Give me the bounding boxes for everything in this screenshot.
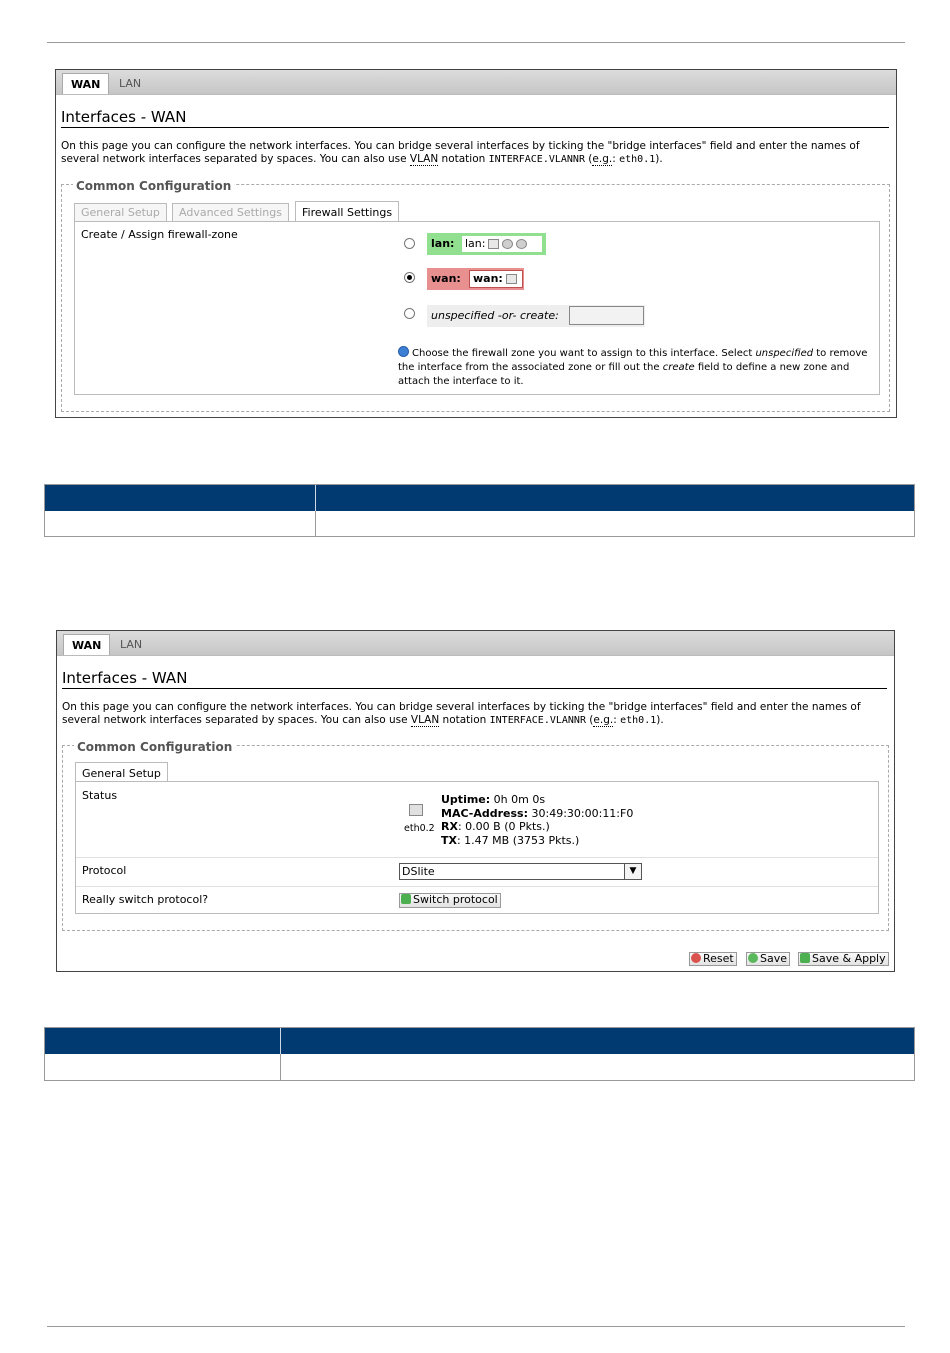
fieldset-legend: Common Configuration xyxy=(73,179,234,193)
row-divider xyxy=(76,857,878,858)
desc-text: notation xyxy=(438,153,489,165)
status-details xyxy=(441,793,633,847)
code-interface-vlannr: INTERFACE.VLANNR xyxy=(489,715,586,726)
tx-line xyxy=(441,834,633,848)
rx-value: : 0.00 B (0 Pkts.) xyxy=(457,820,550,833)
code-eth: eth0.1 xyxy=(619,154,656,165)
rx-line xyxy=(441,820,633,834)
page-description xyxy=(61,140,891,166)
ethernet-icon xyxy=(506,274,517,284)
table-cell xyxy=(316,511,914,537)
common-configuration-fieldset xyxy=(61,179,890,412)
table-cell xyxy=(45,511,316,537)
bottom-rule xyxy=(47,1326,905,1327)
zone-wan-network-text: wan: xyxy=(473,272,503,285)
info-icon xyxy=(398,346,409,357)
desc-text: ). xyxy=(655,153,663,165)
screenshot-general-setup xyxy=(56,630,895,972)
zone-wan-name: wan: xyxy=(431,272,461,285)
zone-unspecified-radio[interactable] xyxy=(404,308,415,319)
desc-text: ( xyxy=(585,714,594,726)
header-divider xyxy=(280,1028,281,1054)
apply-icon xyxy=(401,894,411,904)
status-label: Status xyxy=(82,789,118,802)
save-button-label: Save xyxy=(760,952,788,965)
tx-label: TX xyxy=(441,833,457,847)
desc-text: On this page you can configure the network interfaces. You can bridge several interfaces by ticking the "bridge interfaces" field and enter the names of several network interfaces separated by spaces. You can also use xyxy=(61,140,860,165)
table-header xyxy=(45,485,914,511)
tab-general-setup[interactable]: General Setup xyxy=(75,762,168,784)
eg-abbr: e.g. xyxy=(592,153,613,165)
zone-lan-networks xyxy=(461,235,543,253)
save-apply-button-label: Save & Apply xyxy=(812,952,886,965)
mac-line xyxy=(441,807,633,821)
reset-icon xyxy=(691,953,701,963)
help-text: field to define a new zone and attach the interface to it. xyxy=(398,362,850,387)
protocol-selected-value: DSlite xyxy=(402,865,435,878)
uptime-line xyxy=(441,793,633,807)
zone-lan xyxy=(427,233,546,255)
mac-value: 30:49:30:00:11:F0 xyxy=(531,806,634,820)
desc-text: : xyxy=(613,714,621,726)
switch-protocol-button[interactable] xyxy=(399,893,501,908)
zone-lan-radio[interactable] xyxy=(404,238,415,249)
zone-unspecified xyxy=(427,305,645,327)
tab-wan[interactable]: WAN xyxy=(63,634,110,655)
parameter-table-1 xyxy=(44,484,915,537)
reset-button-label: Reset xyxy=(703,952,734,965)
mac-label: MAC-Address: xyxy=(441,806,528,820)
save-apply-button[interactable] xyxy=(798,952,889,966)
parameter-table-2 xyxy=(44,1027,915,1081)
device-name: eth0.2 xyxy=(404,823,435,834)
help-text: to remove the interface from the associated zone or fill out the xyxy=(398,348,868,373)
create-zone-input[interactable] xyxy=(569,306,644,325)
tab-wan[interactable]: WAN xyxy=(62,73,109,94)
network-icon xyxy=(488,239,499,249)
switch-protocol-label: Really switch protocol? xyxy=(82,893,209,906)
tx-value: : 1.47 MB (3753 Pkts.) xyxy=(456,833,580,847)
desc-text: notation xyxy=(439,714,490,726)
help-text-em: unspecified xyxy=(755,348,814,359)
screenshot-firewall-settings xyxy=(55,69,897,418)
tab-advanced-settings[interactable]: Advanced Settings xyxy=(172,203,289,222)
desc-text: ( xyxy=(584,153,593,165)
unspecified-label: unspecified -or- create: xyxy=(431,309,559,322)
tab-lan[interactable]: LAN xyxy=(119,77,142,90)
reset-button[interactable] xyxy=(689,952,737,966)
page-title: Interfaces - WAN xyxy=(61,108,889,128)
help-text-em: create xyxy=(662,362,695,373)
tab-general-setup[interactable]: General Setup xyxy=(74,203,167,222)
code-eth: eth0.1 xyxy=(620,715,657,726)
zone-wan-networks xyxy=(469,270,523,288)
uptime-label: Uptime: xyxy=(441,793,491,806)
row-divider xyxy=(76,886,878,887)
zone-wan xyxy=(427,268,524,290)
table-cell xyxy=(45,1054,281,1080)
code-interface-vlannr: INTERFACE.VLANNR xyxy=(488,154,585,165)
switch-protocol-button-label: Switch protocol xyxy=(413,893,498,906)
main-tabbar xyxy=(57,631,894,656)
tab-firewall-settings[interactable]: Firewall Settings xyxy=(295,201,399,223)
general-setup-panel xyxy=(75,781,879,914)
rx-label: RX xyxy=(441,820,458,833)
zone-wan-radio[interactable] xyxy=(404,272,415,283)
top-rule xyxy=(47,42,905,43)
zone-lan-network-text: lan: xyxy=(465,237,486,250)
table-header xyxy=(45,1028,914,1054)
tab-lan[interactable]: LAN xyxy=(120,638,143,651)
save-button[interactable] xyxy=(746,952,790,966)
wireless-icon xyxy=(516,239,527,249)
desc-text: ). xyxy=(656,714,664,726)
eg-abbr: e.g. xyxy=(593,714,614,726)
firewall-settings-panel xyxy=(74,221,880,395)
zone-lan-name: lan: xyxy=(431,237,455,250)
uptime-value: 0h 0m 0s xyxy=(493,793,546,806)
table-cell xyxy=(281,1054,914,1080)
desc-text: On this page you can configure the network interfaces. You can bridge several interfaces by ticking the "bridge interfaces" field and enter the names of several network interfaces separated by spaces. You can also use xyxy=(62,701,861,726)
page-title: Interfaces - WAN xyxy=(62,669,887,689)
apply-icon xyxy=(800,953,810,963)
protocol-label: Protocol xyxy=(82,864,127,877)
vlan-abbr: VLAN xyxy=(410,714,440,726)
protocol-select[interactable] xyxy=(399,863,642,880)
firewall-zone-label: Create / Assign firewall-zone xyxy=(81,228,238,241)
common-configuration-fieldset xyxy=(62,740,889,931)
header-divider xyxy=(315,485,316,511)
help-text: Choose the firewall zone you want to assign to this interface. Select xyxy=(412,348,756,359)
ethernet-port-icon xyxy=(409,804,423,816)
desc-text: : xyxy=(612,153,620,165)
chevron-down-icon: ▼ xyxy=(624,864,641,879)
wireless-icon xyxy=(502,239,513,249)
page-description xyxy=(62,701,892,727)
vlan-abbr: VLAN xyxy=(409,153,439,165)
firewall-help-text xyxy=(398,346,868,389)
save-icon xyxy=(748,953,758,963)
fieldset-legend: Common Configuration xyxy=(74,740,235,754)
main-tabbar xyxy=(56,70,896,95)
